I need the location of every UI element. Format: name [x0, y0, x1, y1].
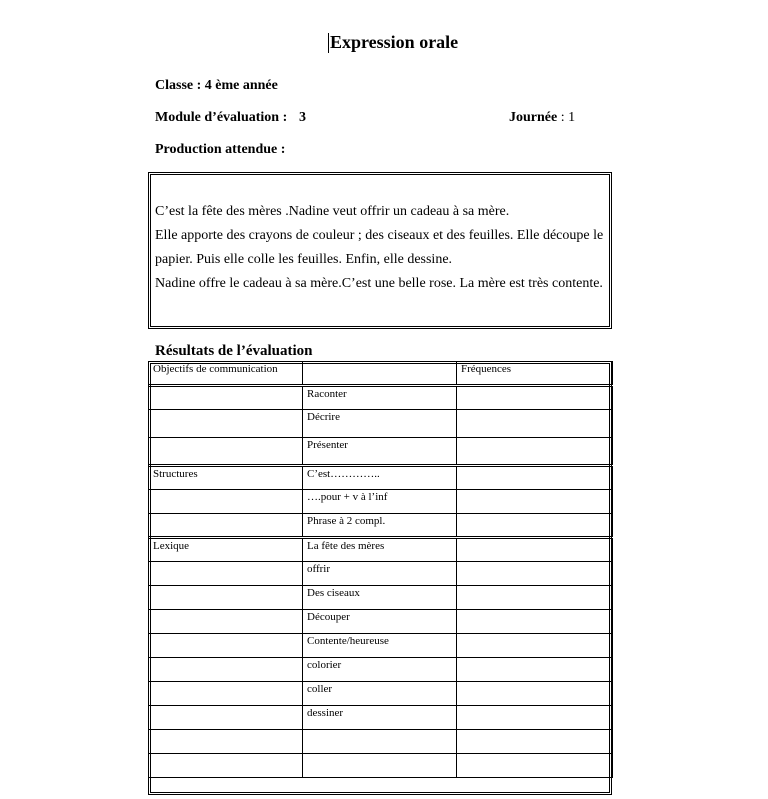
table-row [149, 514, 613, 538]
text-cursor [328, 33, 329, 53]
table-cell: Des ciseaux [303, 586, 457, 610]
table-cell: Contente/heureuse [303, 634, 457, 658]
header-cell: Objectifs de communication [149, 362, 303, 386]
table-cell: La fête des mères [303, 538, 457, 562]
production-line: Nadine offre le cadeau à sa mère.C’est une belle rose. La mère est très contente. [155, 276, 603, 291]
header-cell: Fréquences [457, 362, 613, 386]
table-header-row [149, 362, 613, 386]
table-row [149, 538, 613, 562]
table-row [149, 490, 613, 514]
table-row [149, 466, 613, 490]
table-row [149, 386, 613, 410]
table-cell: Structures [149, 466, 303, 490]
production-label: Production attendue : [155, 142, 286, 157]
production-text [155, 200, 607, 296]
table-row [149, 586, 613, 610]
table-cell: C’est………….. [303, 466, 457, 490]
table-cell [303, 730, 457, 754]
module-value: 3 [299, 110, 306, 125]
journee-label: Journée [509, 110, 558, 125]
table-cell: Raconter [303, 386, 457, 410]
table-cell: Présenter [303, 438, 457, 466]
results-title: Résultats de l’évaluation [155, 343, 313, 359]
table-cell: Phrase à 2 compl. [303, 514, 457, 538]
production-line: C’est la fête des mères .Nadine veut offrir un cadeau à sa mère. [155, 204, 510, 219]
journee-field [509, 110, 575, 126]
production-line: Elle apporte des crayons de couleur ; des ciseaux et des feuilles. Elle découpe le papier. Puis elle colle les feuilles. Enfin, elle dessine. [155, 228, 604, 267]
classe-label: Classe : 4 ème année [155, 78, 278, 93]
table-row [149, 682, 613, 706]
table-cell: Découper [303, 610, 457, 634]
table-cell: colorier [303, 658, 457, 682]
results-table [148, 361, 613, 778]
table-cell: Décrire [303, 410, 457, 438]
table-cell: ….pour + v à l’inf [303, 490, 457, 514]
document-title: Expression orale [330, 32, 459, 52]
table-row [149, 730, 613, 754]
table-cell: dessiner [303, 706, 457, 730]
table-row [149, 658, 613, 682]
table-cell: Lexique [149, 538, 303, 562]
table-cell: coller [303, 682, 457, 706]
table-row [149, 410, 613, 438]
table-row [149, 610, 613, 634]
table-row [149, 634, 613, 658]
table-cell [303, 754, 457, 778]
header-cell [303, 362, 457, 386]
journee-value: : 1 [560, 110, 576, 125]
table-row [149, 438, 613, 466]
table-row [149, 562, 613, 586]
table-row [149, 754, 613, 778]
table-row [149, 706, 613, 730]
table-cell: offrir [303, 562, 457, 586]
module-label: Module d’évaluation : [155, 110, 288, 125]
